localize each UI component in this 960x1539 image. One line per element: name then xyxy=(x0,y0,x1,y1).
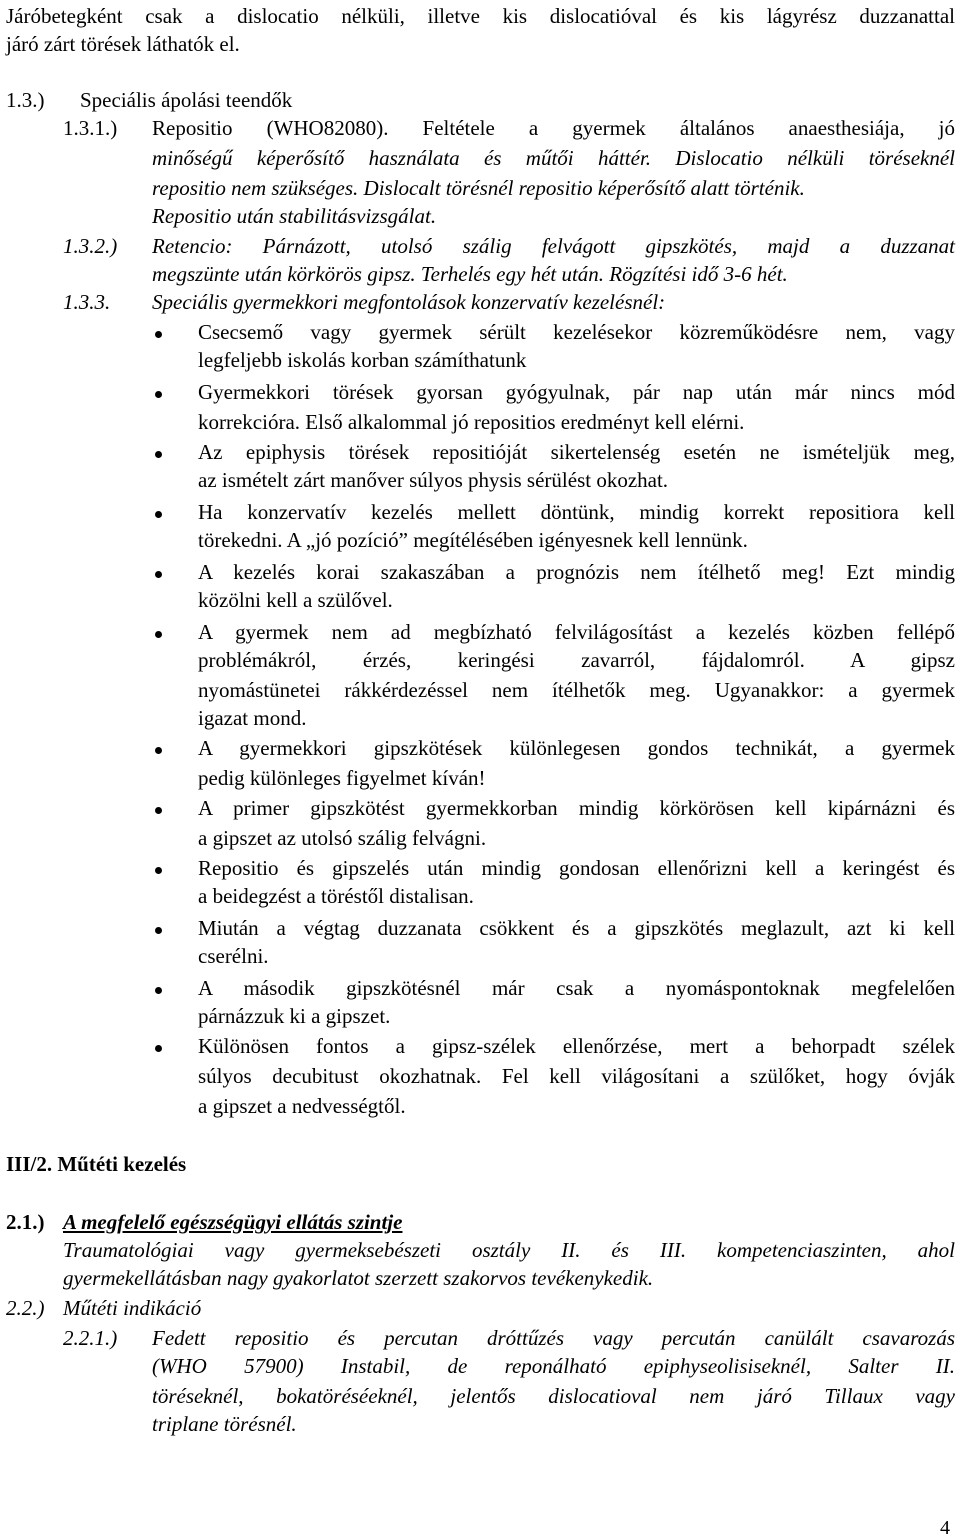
bullet-line: nyomástünetei rákkérdezéssel nem ítélhetők meg. Ugyanakkor: a gyermek xyxy=(198,678,955,702)
subsection-number: 1.3.1.) xyxy=(63,116,118,140)
bullet-marker xyxy=(155,747,162,754)
bullet-marker xyxy=(155,571,162,578)
bullet-line: törekedni. A „jó pozíció” megítélésében igényesnek kell lennünk. xyxy=(198,528,748,552)
bullet-line: cserélni. xyxy=(198,944,269,968)
intro-line-2: járó zárt törések láthatók el. xyxy=(6,32,240,56)
bullet-marker xyxy=(155,867,162,874)
bullet-line: a beidegzést a töréstől distalisan. xyxy=(198,884,474,908)
section-title: Speciális ápolási teendők xyxy=(80,88,293,112)
section-title: Műtéti indikáció xyxy=(63,1296,202,1320)
paragraph-line: Traumatológiai vagy gyermeksebészeti osztály II. és III. kompetenciaszinten, ahol xyxy=(63,1238,955,1262)
bullet-line: Gyermekkori törések gyorsan gyógyulnak, pár nap után már nincs mód xyxy=(198,380,955,404)
bullet-line: pedig különleges figyelmet kíván! xyxy=(198,766,486,790)
bullet-marker xyxy=(155,331,162,338)
paragraph-line: töréseknél, bokatöréséeknél, jelentős dislocatioval nem járó Tillaux vagy xyxy=(152,1384,955,1408)
bullet-line: közölni kell a szülővel. xyxy=(198,588,393,612)
bullet-line: igazat mond. xyxy=(198,706,307,730)
subsection-title: Speciális gyermekkori megfontolások konzervatív kezelésnél: xyxy=(152,290,666,314)
paragraph-line: repositio nem szükséges. Dislocalt törésnél repositio képerősítő alatt történik. xyxy=(152,176,805,200)
bullet-line: Miután a végtag duzzanata csökkent és a gipszkötés meglazult, azt ki kell xyxy=(198,916,955,940)
bullet-line: A második gipszkötésnél már csak a nyomáspontoknak megfelelően xyxy=(198,976,955,1000)
paragraph-line: Repositio után stabilitásvizsgálat. xyxy=(152,204,437,228)
subsection-number: 1.3.3. xyxy=(63,290,111,314)
bullet-line: Különösen fontos a gipsz-szélek ellenőrzése, mert a behorpadt szélek xyxy=(198,1034,955,1058)
bullet-marker xyxy=(155,927,162,934)
paragraph-line: triplane törésnél. xyxy=(152,1412,297,1436)
page-number: 4 xyxy=(940,1517,950,1539)
bullet-line: Repositio és gipszelés után mindig gondosan ellenőrizni kell a keringést és xyxy=(198,856,955,880)
bullet-line: problémákról, érzés, keringési zavarról, fájdalomról. A gipsz xyxy=(198,648,955,672)
paragraph-line: Repositio (WHO82080). Feltétele a gyermek általános anaesthesiája, jó xyxy=(152,116,955,140)
subsection-number: 1.3.2.) xyxy=(63,234,118,258)
section-number: 2.1.) xyxy=(6,1210,45,1234)
bullet-line: súlyos decubitust okozhatnak. Fel kell világosítani a szülőket, hogy óvják xyxy=(198,1064,955,1088)
bullet-line: korrekcióra. Első alkalommal jó repositios eredményt kell elérni. xyxy=(198,410,745,434)
bullet-line: Csecsemő vagy gyermek sérült kezelésekor közreműködésre nem, vagy xyxy=(198,320,955,344)
subsection-number: 2.2.1.) xyxy=(63,1326,118,1350)
paragraph-line: (WHO 57900) Instabil, de reponálható epiphyseolisiseknél, Salter II. xyxy=(152,1354,955,1378)
bullet-line: Ha konzervatív kezelés mellett döntünk, mindig korrekt repositiora kell xyxy=(198,500,955,524)
bullet-line: A primer gipszkötést gyermekkorban mindig körkörösen kell kipárnázni és xyxy=(198,796,955,820)
bullet-marker xyxy=(155,807,162,814)
paragraph-line: minőségű képerősítő használata és műtői háttér. Dislocatio nélküli töréseknél xyxy=(152,146,955,170)
bullet-line: Az epiphysis törések repositióját sikertelenség esetén ne ismételjük meg, xyxy=(198,440,955,464)
bullet-marker xyxy=(155,987,162,994)
section-number: 2.2.) xyxy=(6,1296,45,1320)
paragraph-line: Retencio: Párnázott, utolsó szálig felvágott gipszkötés, majd a duzzanat xyxy=(152,234,955,258)
bullet-line: az ismételt zárt manőver súlyos physis sérülést okozhat. xyxy=(198,468,669,492)
bullet-line: a gipszet az utolsó szálig felvágni. xyxy=(198,826,487,850)
bullet-line: A gyermekkori gipszkötések különlegesen gondos technikát, a gyermek xyxy=(198,736,955,760)
bullet-line: a gipszet a nedvességtől. xyxy=(198,1094,406,1118)
bullet-marker xyxy=(155,1045,162,1052)
intro-line-1: Járóbetegként csak a dislocatio nélküli, illetve kis dislocatióval és kis lágyrész duzzanattal xyxy=(6,4,955,28)
section-number: 1.3.) xyxy=(6,88,45,112)
bullet-marker xyxy=(155,391,162,398)
paragraph-line: Fedett repositio és percutan dróttűzés vagy percután canülált csavarozás xyxy=(152,1326,955,1350)
bullet-line: A gyermek nem ad megbízható felvilágosítást a kezelés közben fellépő xyxy=(198,620,955,644)
bullet-marker xyxy=(155,631,162,638)
section-title: A megfelelő egészségügyi ellátás szintje xyxy=(63,1210,403,1234)
bullet-marker xyxy=(155,451,162,458)
bullet-line: párnázzuk ki a gipszet. xyxy=(198,1004,391,1028)
bullet-line: A kezelés korai szakaszában a prognózis nem ítélhető meg! Ezt mindig xyxy=(198,560,955,584)
paragraph-line: megszünte után körkörös gipsz. Terhelés egy hét után. Rögzítési idő 3-6 hét. xyxy=(152,262,788,286)
bullet-line: legfeljebb iskolás korban számíthatunk xyxy=(198,348,527,372)
section-heading: III/2. Műtéti kezelés xyxy=(6,1152,187,1176)
bullet-marker xyxy=(155,511,162,518)
paragraph-line: gyermekellátásban nagy gyakorlatot szerzett szakorvos tevékenykedik. xyxy=(63,1266,654,1290)
